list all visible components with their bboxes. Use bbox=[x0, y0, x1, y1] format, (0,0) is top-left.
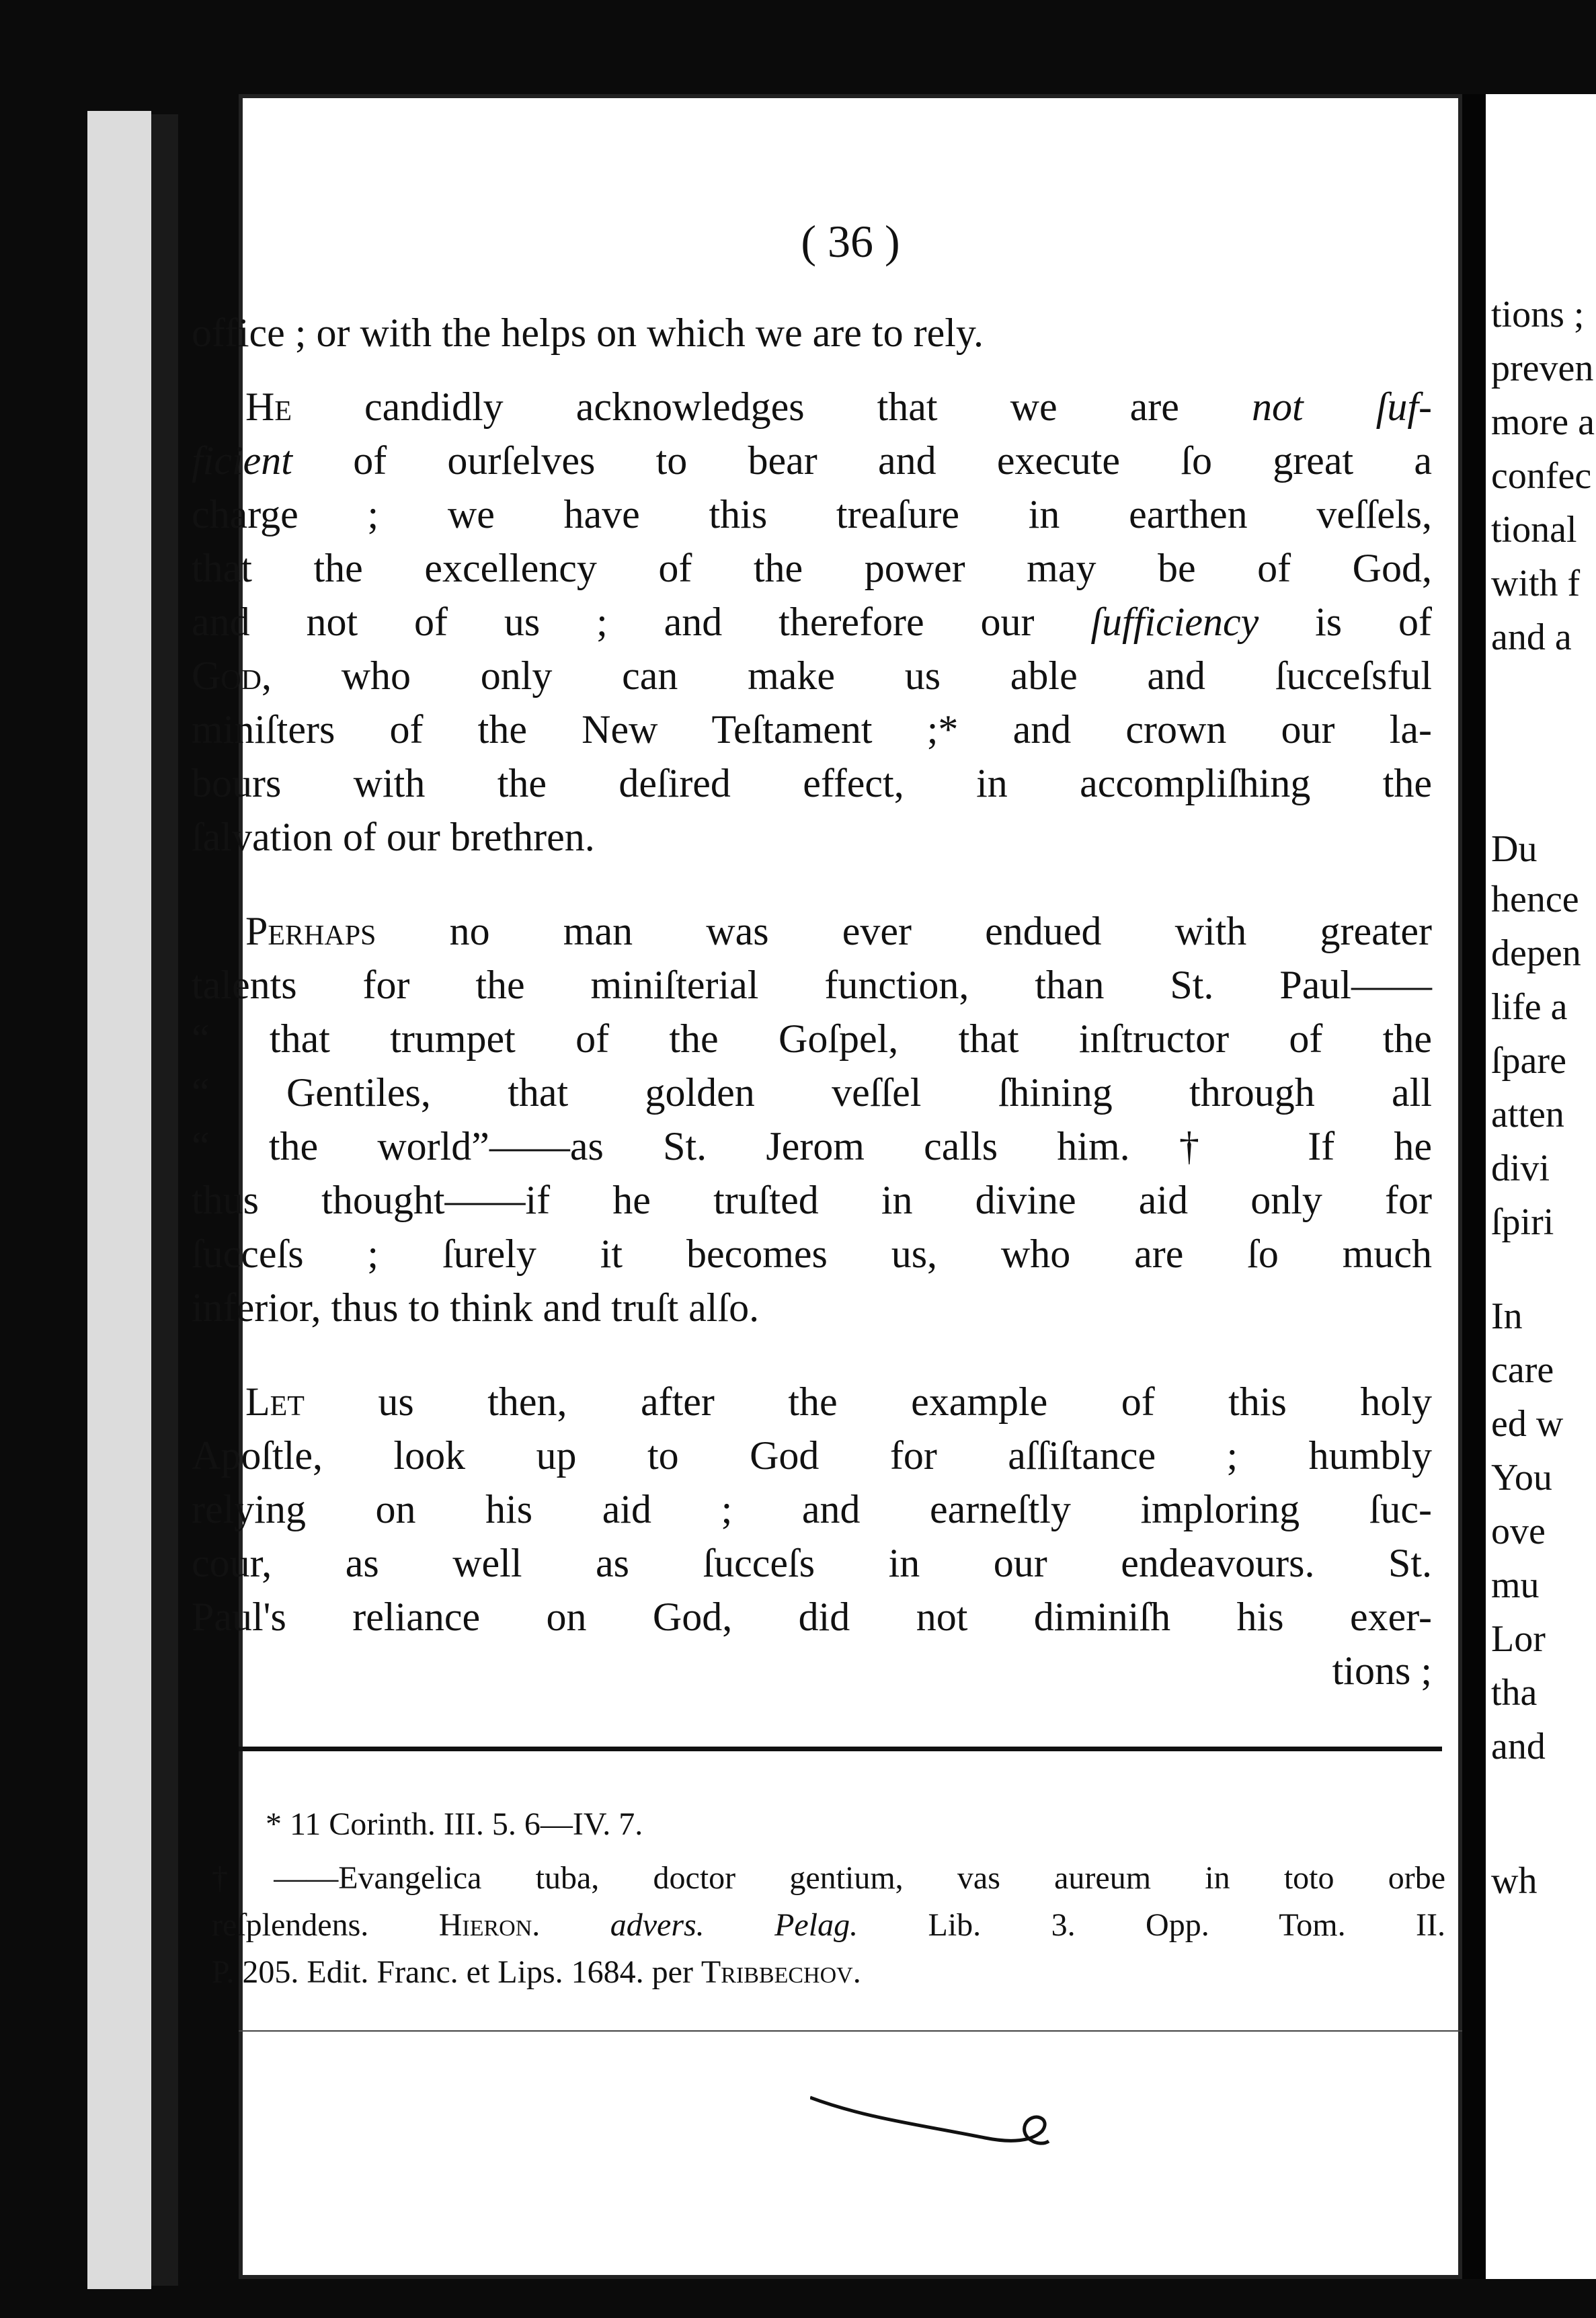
right-page-text-fragment: depen bbox=[1491, 932, 1581, 974]
right-page-text-fragment: care bbox=[1491, 1349, 1554, 1391]
right-page-text-fragment: tha bbox=[1491, 1672, 1538, 1714]
text-line: Let us then, after the example of this holy bbox=[245, 1380, 1432, 1424]
right-page-text-fragment: with f bbox=[1491, 563, 1581, 604]
page-number: ( 36 ) bbox=[801, 216, 900, 267]
right-page-text-fragment: ove bbox=[1491, 1511, 1546, 1552]
ink-scribble-icon bbox=[810, 2077, 1092, 2158]
text-line: that the excellency of the power may be of God, bbox=[192, 546, 1432, 590]
text-line: Apoſtle, look up to God for aſſiſtance ; humbly bbox=[192, 1433, 1432, 1478]
right-page-text-fragment: ſpare bbox=[1491, 1040, 1566, 1082]
right-page-text-fragment: You bbox=[1491, 1457, 1552, 1498]
right-page-text-fragment: divi bbox=[1491, 1148, 1550, 1189]
right-page-text-fragment: ſpiri bbox=[1491, 1201, 1554, 1243]
text-line: talents for the miniſterial function, than St. Paul—— bbox=[192, 963, 1432, 1007]
right-page-text-fragment: and bbox=[1491, 1726, 1546, 1767]
book-gutter bbox=[1462, 94, 1486, 2279]
right-page-text-fragment: atten bbox=[1491, 1094, 1564, 1135]
text-line: ſalvation of our brethren. bbox=[192, 815, 595, 859]
text-line: office ; or with the helps on which we are to rely. bbox=[192, 311, 984, 355]
text-line: miniſters of the New Teſtament ;* and crown our la- bbox=[192, 707, 1432, 752]
footnote-rule bbox=[239, 1747, 1442, 1751]
footnote-line: P. 205. Edit. Franc. et Lips. 1684. per Tribbechov. bbox=[212, 1954, 861, 1990]
text-line: God, who only can make us able and ſucceſsful bbox=[192, 653, 1432, 698]
text-line: bours with the deſired effect, in accompliſhing the bbox=[192, 761, 1432, 805]
right-page-text-fragment: tions ; bbox=[1491, 294, 1585, 335]
right-page-text-fragment: mu bbox=[1491, 1564, 1540, 1606]
text-line: charge ; we have this treaſure in earthen veſſels, bbox=[192, 492, 1432, 536]
right-page-text-fragment: Lor bbox=[1491, 1618, 1546, 1660]
footnote-line: †——Evangelica tuba, doctor gentium, vas aureum in toto orbe bbox=[212, 1860, 1445, 1896]
right-page-text-fragment: In bbox=[1491, 1295, 1523, 1337]
right-page-text-fragment: preven bbox=[1491, 348, 1594, 389]
text-line: ſucceſs ; ſurely it becomes us, who are ſo much bbox=[192, 1232, 1432, 1276]
page-bottom-line bbox=[239, 2030, 1462, 2032]
text-line: Perhaps no man was ever endued with greater bbox=[245, 909, 1432, 953]
right-page-text-fragment: confec bbox=[1491, 455, 1592, 497]
footnote-line: * 11 Corinth. III. 5. 6—IV. 7. bbox=[266, 1806, 643, 1842]
text-line: ficient of ourſelves to bear and execute ſo great a bbox=[192, 438, 1432, 483]
right-page-text-fragment: and a bbox=[1491, 616, 1572, 658]
book-edge-shadow bbox=[151, 114, 178, 2286]
text-line: and not of us ; and therefore our ſufficiency is of bbox=[192, 600, 1433, 644]
book-edge bbox=[87, 111, 151, 2289]
text-line: Paul's reliance on God, did not diminiſh his exer- bbox=[192, 1595, 1432, 1639]
right-page-fragment bbox=[1486, 94, 1596, 2279]
right-page-text-fragment: life a bbox=[1491, 986, 1568, 1028]
right-page-text-fragment: wh bbox=[1491, 1860, 1538, 1902]
left-page bbox=[192, 94, 1462, 2279]
text-line: relying on his aid ; and earneſtly imploring ſuc- bbox=[192, 1487, 1432, 1531]
footnote-line: reſplendens. Hieron. advers. Pelag. Lib. 3. Opp. Tom. II. bbox=[212, 1907, 1446, 1943]
text-line: “ Gentiles, that golden veſſel ſhining through all bbox=[192, 1070, 1432, 1115]
right-page-text-fragment: ed w bbox=[1491, 1403, 1564, 1445]
right-page-text-fragment: more a bbox=[1491, 401, 1595, 443]
text-line: thus thought——if he truſted in divine aid only for bbox=[192, 1178, 1432, 1222]
text-line: He candidly acknowledges that we are not ſuf- bbox=[245, 385, 1432, 429]
text-line: inferior, thus to think and truſt alſo. bbox=[192, 1285, 760, 1330]
right-page-text-fragment: Du bbox=[1491, 828, 1538, 870]
text-line: tions ; bbox=[1332, 1648, 1432, 1693]
text-line: “ the world”——as St. Jerom calls him.† If he bbox=[192, 1124, 1432, 1168]
right-page-text-fragment: hence bbox=[1491, 879, 1579, 920]
text-line: “ that trumpet of the Goſpel, that inſtructor of the bbox=[192, 1016, 1432, 1061]
right-page-text-fragment: tional bbox=[1491, 509, 1577, 551]
text-line: cour, as well as ſucceſs in our endeavours. St. bbox=[192, 1541, 1432, 1585]
